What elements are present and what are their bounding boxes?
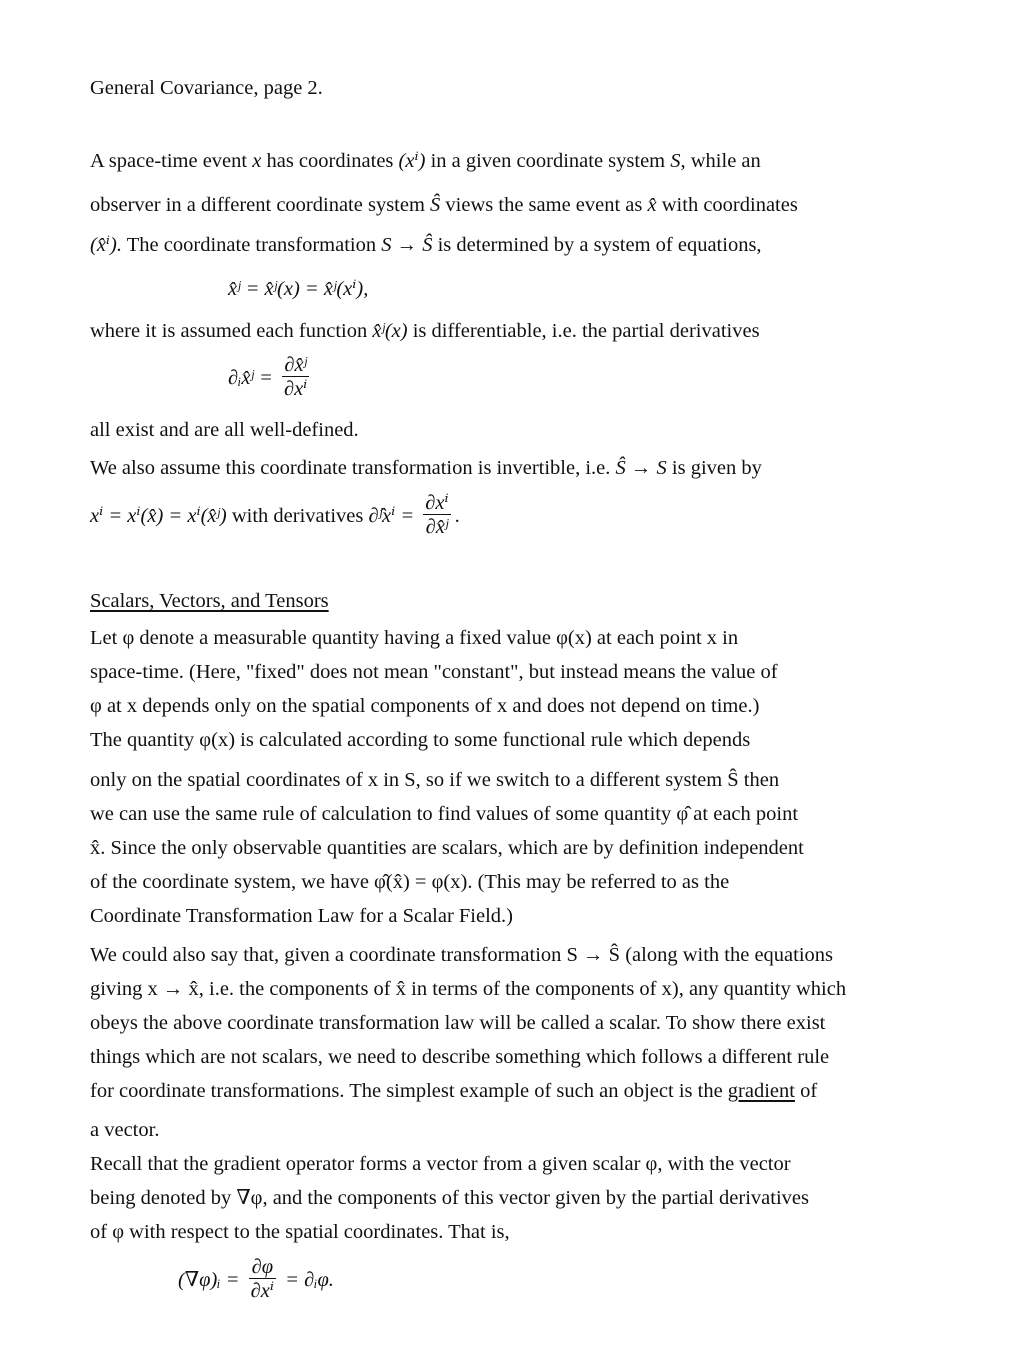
scalars-line-5: only on the spatial coordinates of x in S, so if we switch to a different system Ŝ then bbox=[90, 769, 780, 791]
differentiable-line: where it is assumed each function x̂ʲ(x) is differentiable, i.e. the partial derivatives bbox=[90, 320, 760, 342]
gradient-term: gradient bbox=[727, 1080, 795, 1102]
recall-line-1: Recall that the gradient operator forms a vector from a given scalar φ, with the vector bbox=[90, 1153, 791, 1175]
equation-partial: ∂ᵢx̂ʲ = $\frac{\text{∂x̂ʲ}}{\text{∂xⁱ}}$ bbox=[228, 354, 308, 400]
scalars-line-3: φ at x depends only on the spatial components of x and does not depend on time.) bbox=[90, 695, 760, 717]
scalars-line-2: space-time. (Here, "fixed" does not mean "constant", but instead means the value of bbox=[90, 661, 778, 683]
recall-line-3: of φ with respect to the spatial coordinates. That is, bbox=[90, 1221, 510, 1243]
could-line-4: things which are not scalars, we need to describe something which follows a different rule bbox=[90, 1046, 830, 1068]
could-line-5: for coordinate transformations. The simplest example of such an object is the gradient of bbox=[90, 1080, 818, 1102]
partial-fraction: $\frac{\text{∂x̂ʲ}}{\text{∂xⁱ}}$ bbox=[283, 354, 308, 400]
intro-line-3: (x̂ⁱ). The coordinate transformation S → Ŝ is determined by a system of equations, bbox=[90, 234, 762, 256]
scalars-line-9: Coordinate Transformation Law for a Scalar Field.) bbox=[90, 905, 514, 927]
could-line-2: giving x → x̂, i.e. the components of x̂ in terms of the components of x), any quantity which bbox=[90, 978, 847, 1000]
scalars-line-6: we can use the same rule of calculation to find values of some quantity φ̂ at each point bbox=[90, 803, 799, 825]
gradient-fraction: $\frac{\partial\varphi}{\text{∂xⁱ}}$ bbox=[250, 1256, 274, 1302]
could-line-1: We could also say that, given a coordinate transformation S → Ŝ (along with the equations bbox=[90, 944, 834, 966]
could-line-3: obeys the above coordinate transformation law will be called a scalar. To show there exist bbox=[90, 1012, 826, 1034]
invertible-line: We also assume this coordinate transformation is invertible, i.e. Ŝ → S is given by bbox=[90, 457, 762, 479]
equation-inverse: xⁱ = xⁱ(x̂) = xⁱ(x̂ʲ) with derivatives ∂̂ʲxⁱ = $\frac{\text{∂xⁱ}}{\text{∂x̂ʲ}}$ . bbox=[90, 492, 460, 538]
page-header: General Covariance, page 2. bbox=[90, 77, 323, 99]
inverse-fraction: $\frac{\text{∂xⁱ}}{\text{∂x̂ʲ}}$ bbox=[425, 492, 449, 538]
scalars-line-7: x̂. Since the only observable quantities are scalars, which are by definition independent bbox=[90, 837, 804, 859]
intro-line-2: observer in a different coordinate system Ŝ views the same event as x̂ with coordinates bbox=[90, 194, 798, 216]
recall-line-2: being denoted by ∇φ, and the components of this vector given by the partial derivatives bbox=[90, 1187, 809, 1209]
equation-gradient: (∇φ)ᵢ = $\frac{\partial\varphi}{\text{∂xⁱ}}$ = ∂ᵢφ. bbox=[178, 1256, 334, 1302]
scalars-line-4: The quantity φ(x) is calculated according to some functional rule which depends bbox=[90, 729, 751, 751]
scalars-line-1: Let φ denote a measurable quantity having a fixed value φ(x) at each point x in bbox=[90, 627, 739, 649]
scalars-line-8: of the coordinate system, we have φ̂(x̂) = φ(x). (This may be referred to as the bbox=[90, 871, 730, 893]
section-heading: Scalars, Vectors, and Tensors bbox=[90, 590, 329, 612]
equation-transform: x̂ʲ = x̂ʲ(x) = x̂ʲ(xⁱ), bbox=[228, 278, 369, 300]
intro-line-1: A space-time event x has coordinates (xⁱ) in a given coordinate system S, while an bbox=[90, 150, 761, 172]
could-line-6: a vector. bbox=[90, 1119, 160, 1141]
well-defined-line: all exist and are all well-defined. bbox=[90, 419, 359, 441]
